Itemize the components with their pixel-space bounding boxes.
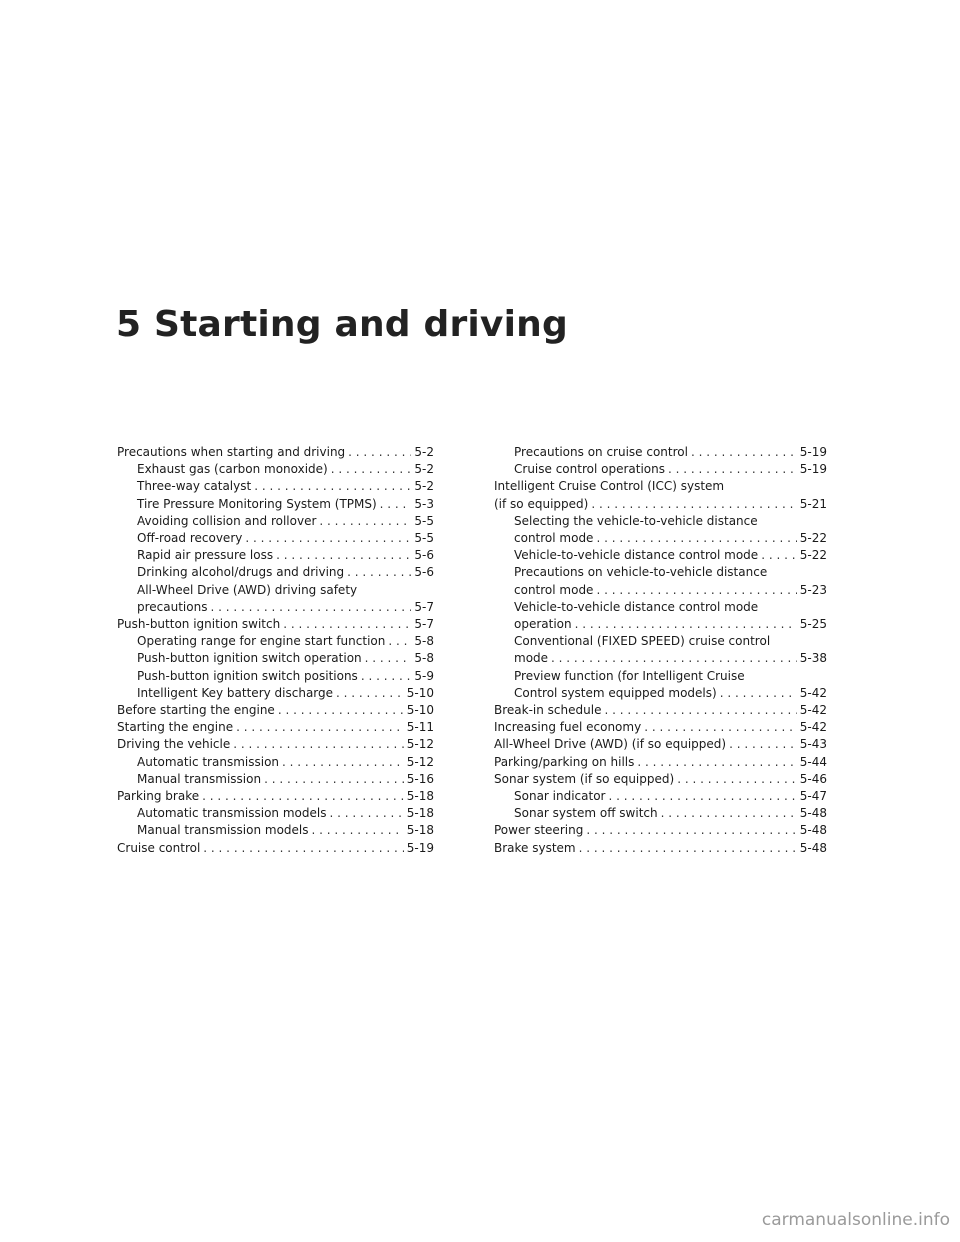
toc-entry-page: 5-38: [799, 651, 827, 666]
toc-leader-dots: [596, 530, 796, 547]
toc-entry[interactable]: [117, 736, 434, 753]
chapter-title: 5 Starting and driving: [116, 304, 568, 345]
toc-entry-title: Automatic transmission: [137, 754, 280, 769]
toc-entry[interactable]: [494, 840, 827, 857]
toc-entry[interactable]: [117, 564, 434, 581]
toc-entry[interactable]: [494, 650, 827, 667]
toc-entry-title: Precautions on cruise control: [514, 445, 688, 459]
toc-entry-title: Avoiding collision and rollover: [137, 513, 317, 528]
toc-entry[interactable]: [117, 771, 434, 788]
toc-entry-page: 5-2: [414, 462, 434, 477]
toc-entry-title: control mode: [514, 582, 594, 597]
toc-entry[interactable]: [117, 650, 434, 667]
watermark: carmanualsonline.info: [761, 1210, 950, 1230]
toc-entry[interactable]: [117, 599, 434, 616]
toc-leader-dots: [331, 461, 412, 478]
toc-entry[interactable]: [494, 530, 827, 547]
toc-entry[interactable]: [117, 616, 434, 633]
toc-entry-page: 5-3: [414, 496, 434, 511]
toc-entry-title: Starting the engine: [117, 720, 234, 735]
toc-leader-dots: [278, 702, 404, 719]
toc-entry-title: Cruise control operations: [514, 462, 665, 477]
toc-entry[interactable]: [117, 822, 434, 839]
toc-entry[interactable]: [117, 685, 434, 702]
toc-entry[interactable]: [494, 582, 827, 599]
toc-entry-page: 5-42: [799, 685, 827, 700]
toc-entry-title: Power steering: [494, 823, 584, 838]
toc-entry[interactable]: [494, 461, 827, 478]
toc-leader-dots: [668, 461, 797, 478]
toc-entry[interactable]: [494, 822, 827, 839]
toc-entry-title: Increasing fuel economy: [494, 720, 642, 735]
toc-entry-page: 5-19: [799, 445, 827, 459]
toc-entry[interactable]: [117, 444, 434, 461]
toc-leader-dots: [202, 788, 404, 805]
toc-left-column: [117, 444, 434, 857]
toc-entry[interactable]: [494, 547, 827, 564]
toc-leader-dots: [283, 616, 411, 633]
toc-entry-title: mode: [514, 651, 549, 666]
toc-entry[interactable]: [117, 754, 434, 771]
toc-entry[interactable]: [117, 840, 434, 857]
toc-entry-line: Conventional (FIXED SPEED) cruise control: [514, 634, 771, 649]
toc-entry[interactable]: [117, 496, 434, 513]
toc-entry[interactable]: [117, 719, 434, 736]
toc-entry-title: Exhaust gas (carbon monoxide): [137, 462, 328, 477]
toc-entry-line: Intelligent Cruise Control (ICC) system: [494, 479, 725, 494]
toc-entry-line: Preview function (for Intelligent Cruise: [514, 668, 745, 683]
toc-entry-title: Push-button ignition switch operation: [137, 651, 362, 666]
toc-entry-title: Push-button ignition switch: [117, 617, 281, 632]
toc-entry-title: Drinking alcohol/drugs and driving: [137, 565, 345, 580]
toc-entry-title: Sonar indicator: [514, 789, 606, 804]
toc-entry-page: 5-43: [799, 737, 827, 752]
toc-leader-dots: [264, 771, 404, 788]
toc-entry-page: 5-6: [414, 565, 434, 580]
toc-entry-title: Manual transmission: [137, 771, 262, 786]
toc-entry-page: 5-2: [414, 479, 434, 494]
toc-entry[interactable]: [117, 668, 434, 685]
toc-entry[interactable]: [117, 633, 434, 650]
toc-entry-page: 5-21: [799, 496, 827, 511]
toc-leader-dots: [236, 719, 404, 736]
toc-leader-dots: [551, 650, 797, 667]
toc-entry-page: 5-18: [406, 806, 434, 821]
toc-entry[interactable]: [117, 461, 434, 478]
toc-leader-dots: [388, 633, 411, 650]
toc-entry-page: 5-6: [414, 548, 434, 563]
toc-entry-page: 5-48: [799, 806, 827, 821]
toc-entry-title: Precautions when starting and driving: [117, 445, 346, 459]
toc-leader-dots: [761, 547, 797, 564]
toc-leader-dots: [365, 650, 412, 667]
toc-leader-dots: [245, 530, 411, 547]
toc-entry[interactable]: [494, 754, 827, 771]
toc-leader-dots: [720, 685, 797, 702]
toc-entry-title: Cruise control: [117, 840, 201, 855]
toc-entry-title: operation: [514, 617, 572, 632]
toc-leader-dots: [336, 685, 404, 702]
toc-leader-dots: [319, 513, 411, 530]
toc-entry-page: 5-8: [414, 634, 434, 649]
toc-entry[interactable]: [494, 719, 827, 736]
toc-leader-dots: [348, 444, 411, 461]
toc-entry-title: Brake system: [494, 840, 576, 855]
toc-right-column: [494, 444, 827, 857]
toc-entry-title: Operating range for engine start function: [137, 634, 386, 649]
toc-entry-title: Three-way catalyst: [137, 479, 252, 494]
toc-entry[interactable]: [117, 805, 434, 822]
toc-entry-page: 5-19: [406, 840, 434, 855]
toc-entry-title: precautions: [137, 599, 208, 614]
toc-leader-dots: [210, 599, 411, 616]
toc-entry-title: Parking brake: [117, 789, 200, 804]
toc-leader-dots: [637, 754, 796, 771]
toc-entry-title: Push-button ignition switch positions: [137, 668, 358, 683]
toc-entry-page: 5-7: [414, 599, 434, 614]
toc-entry-page: 5-48: [799, 840, 827, 855]
toc-entry[interactable]: [494, 685, 827, 702]
toc-entry-title: Sonar system off switch: [514, 806, 658, 821]
toc-leader-dots: [596, 582, 796, 599]
toc-entry-line: All-Wheel Drive (AWD) driving safety: [137, 582, 358, 597]
toc-entry-page: 5-47: [799, 789, 827, 804]
toc-entry-title: Automatic transmission models: [137, 806, 327, 821]
toc-leader-dots: [604, 702, 796, 719]
toc-leader-dots: [276, 547, 411, 564]
toc-leader-dots: [233, 736, 404, 753]
toc-entry-page: 5-48: [799, 823, 827, 838]
toc-entry-page: 5-46: [799, 771, 827, 786]
toc-leader-dots: [203, 840, 403, 857]
toc-entry-page: 5-9: [414, 668, 434, 683]
toc-entry-title: Driving the vehicle: [117, 737, 231, 752]
toc-entry-title: Intelligent Key battery discharge: [137, 685, 334, 700]
toc-entry-page: 5-42: [799, 720, 827, 735]
toc-entry-title: Tire Pressure Monitoring System (TPMS): [137, 496, 377, 511]
toc-entry-page: 5-5: [414, 513, 434, 528]
toc-entry-page: 5-18: [406, 823, 434, 838]
toc-entry-page: 5-19: [799, 462, 827, 477]
toc-entry-page: 5-5: [414, 531, 434, 546]
toc-entry[interactable]: [117, 547, 434, 564]
toc-entry-page: 5-18: [406, 789, 434, 804]
toc-entry-page: 5-22: [799, 548, 827, 563]
toc-entry-line: Precautions on vehicle-to-vehicle distance: [514, 565, 768, 580]
toc-entry[interactable]: [494, 788, 827, 805]
toc-leader-dots: [609, 788, 797, 805]
toc-entry[interactable]: [494, 616, 827, 633]
toc-entry-title: Parking/parking on hills: [494, 754, 635, 769]
toc-entry-page: 5-16: [406, 771, 434, 786]
toc-leader-dots: [691, 444, 797, 461]
toc-entry[interactable]: [494, 805, 827, 822]
toc-leader-dots: [677, 771, 797, 788]
toc-entry-page: 5-42: [799, 703, 827, 718]
toc-entry-page: 5-25: [799, 617, 827, 632]
toc-leader-dots: [380, 496, 412, 513]
toc-entry-page: 5-10: [406, 685, 434, 700]
toc-entry-page: 5-22: [799, 531, 827, 546]
toc-entry-title: Control system equipped models): [514, 685, 717, 700]
toc-leader-dots: [254, 478, 411, 495]
toc-entry-page: 5-12: [406, 737, 434, 752]
toc-leader-dots: [575, 616, 797, 633]
toc-entry-title: Rapid air pressure loss: [137, 548, 274, 563]
toc-entry-page: 5-12: [406, 754, 434, 769]
toc-leader-dots: [661, 805, 797, 822]
toc-leader-dots: [644, 719, 797, 736]
toc-leader-dots: [329, 805, 403, 822]
toc-entry-title: Before starting the engine: [117, 703, 275, 718]
toc-entry-page: 5-11: [406, 720, 434, 735]
toc-entry[interactable]: [117, 513, 434, 530]
toc-entry-page: 5-7: [414, 617, 434, 632]
toc-leader-dots: [282, 754, 404, 771]
toc-entry[interactable]: [117, 788, 434, 805]
toc-entry-title: Break-in schedule: [494, 703, 602, 718]
toc-entry-page: 5-23: [799, 582, 827, 597]
toc-entry-line: Vehicle-to-vehicle distance control mode: [514, 599, 759, 614]
toc-entry[interactable]: [117, 530, 434, 547]
toc-entry-title: Manual transmission models: [137, 823, 309, 838]
toc-entry-page: 5-2: [414, 445, 434, 459]
toc-leader-dots: [312, 822, 404, 839]
toc-entry[interactable]: [494, 496, 827, 513]
toc-entry-line: Selecting the vehicle-to-vehicle distance: [514, 513, 758, 528]
toc-leader-dots: [361, 668, 412, 685]
toc-entry-title: Sonar system (if so equipped): [494, 771, 675, 786]
toc-leader-dots: [729, 736, 797, 753]
toc-leader-dots: [586, 822, 796, 839]
toc-entry[interactable]: [494, 702, 827, 719]
toc-entry-title: Off-road recovery: [137, 531, 243, 546]
toc-leader-dots: [591, 496, 796, 513]
toc-entry-title: (if so equipped): [494, 496, 589, 511]
toc-entry[interactable]: [494, 444, 827, 461]
toc-entry-title: Vehicle-to-vehicle distance control mode: [514, 548, 759, 563]
toc-leader-dots: [579, 840, 797, 857]
toc-entry[interactable]: [117, 702, 434, 719]
toc-entry-page: 5-8: [414, 651, 434, 666]
toc-entry-title: control mode: [514, 531, 594, 546]
toc-entry[interactable]: [494, 771, 827, 788]
toc-entry-page: 5-10: [406, 703, 434, 718]
toc-entry[interactable]: [494, 736, 827, 753]
toc-entry[interactable]: [117, 478, 434, 495]
toc-entry-title: All-Wheel Drive (AWD) (if so equipped): [494, 737, 727, 752]
toc-entry-page: 5-44: [799, 754, 827, 769]
toc-leader-dots: [347, 564, 411, 581]
